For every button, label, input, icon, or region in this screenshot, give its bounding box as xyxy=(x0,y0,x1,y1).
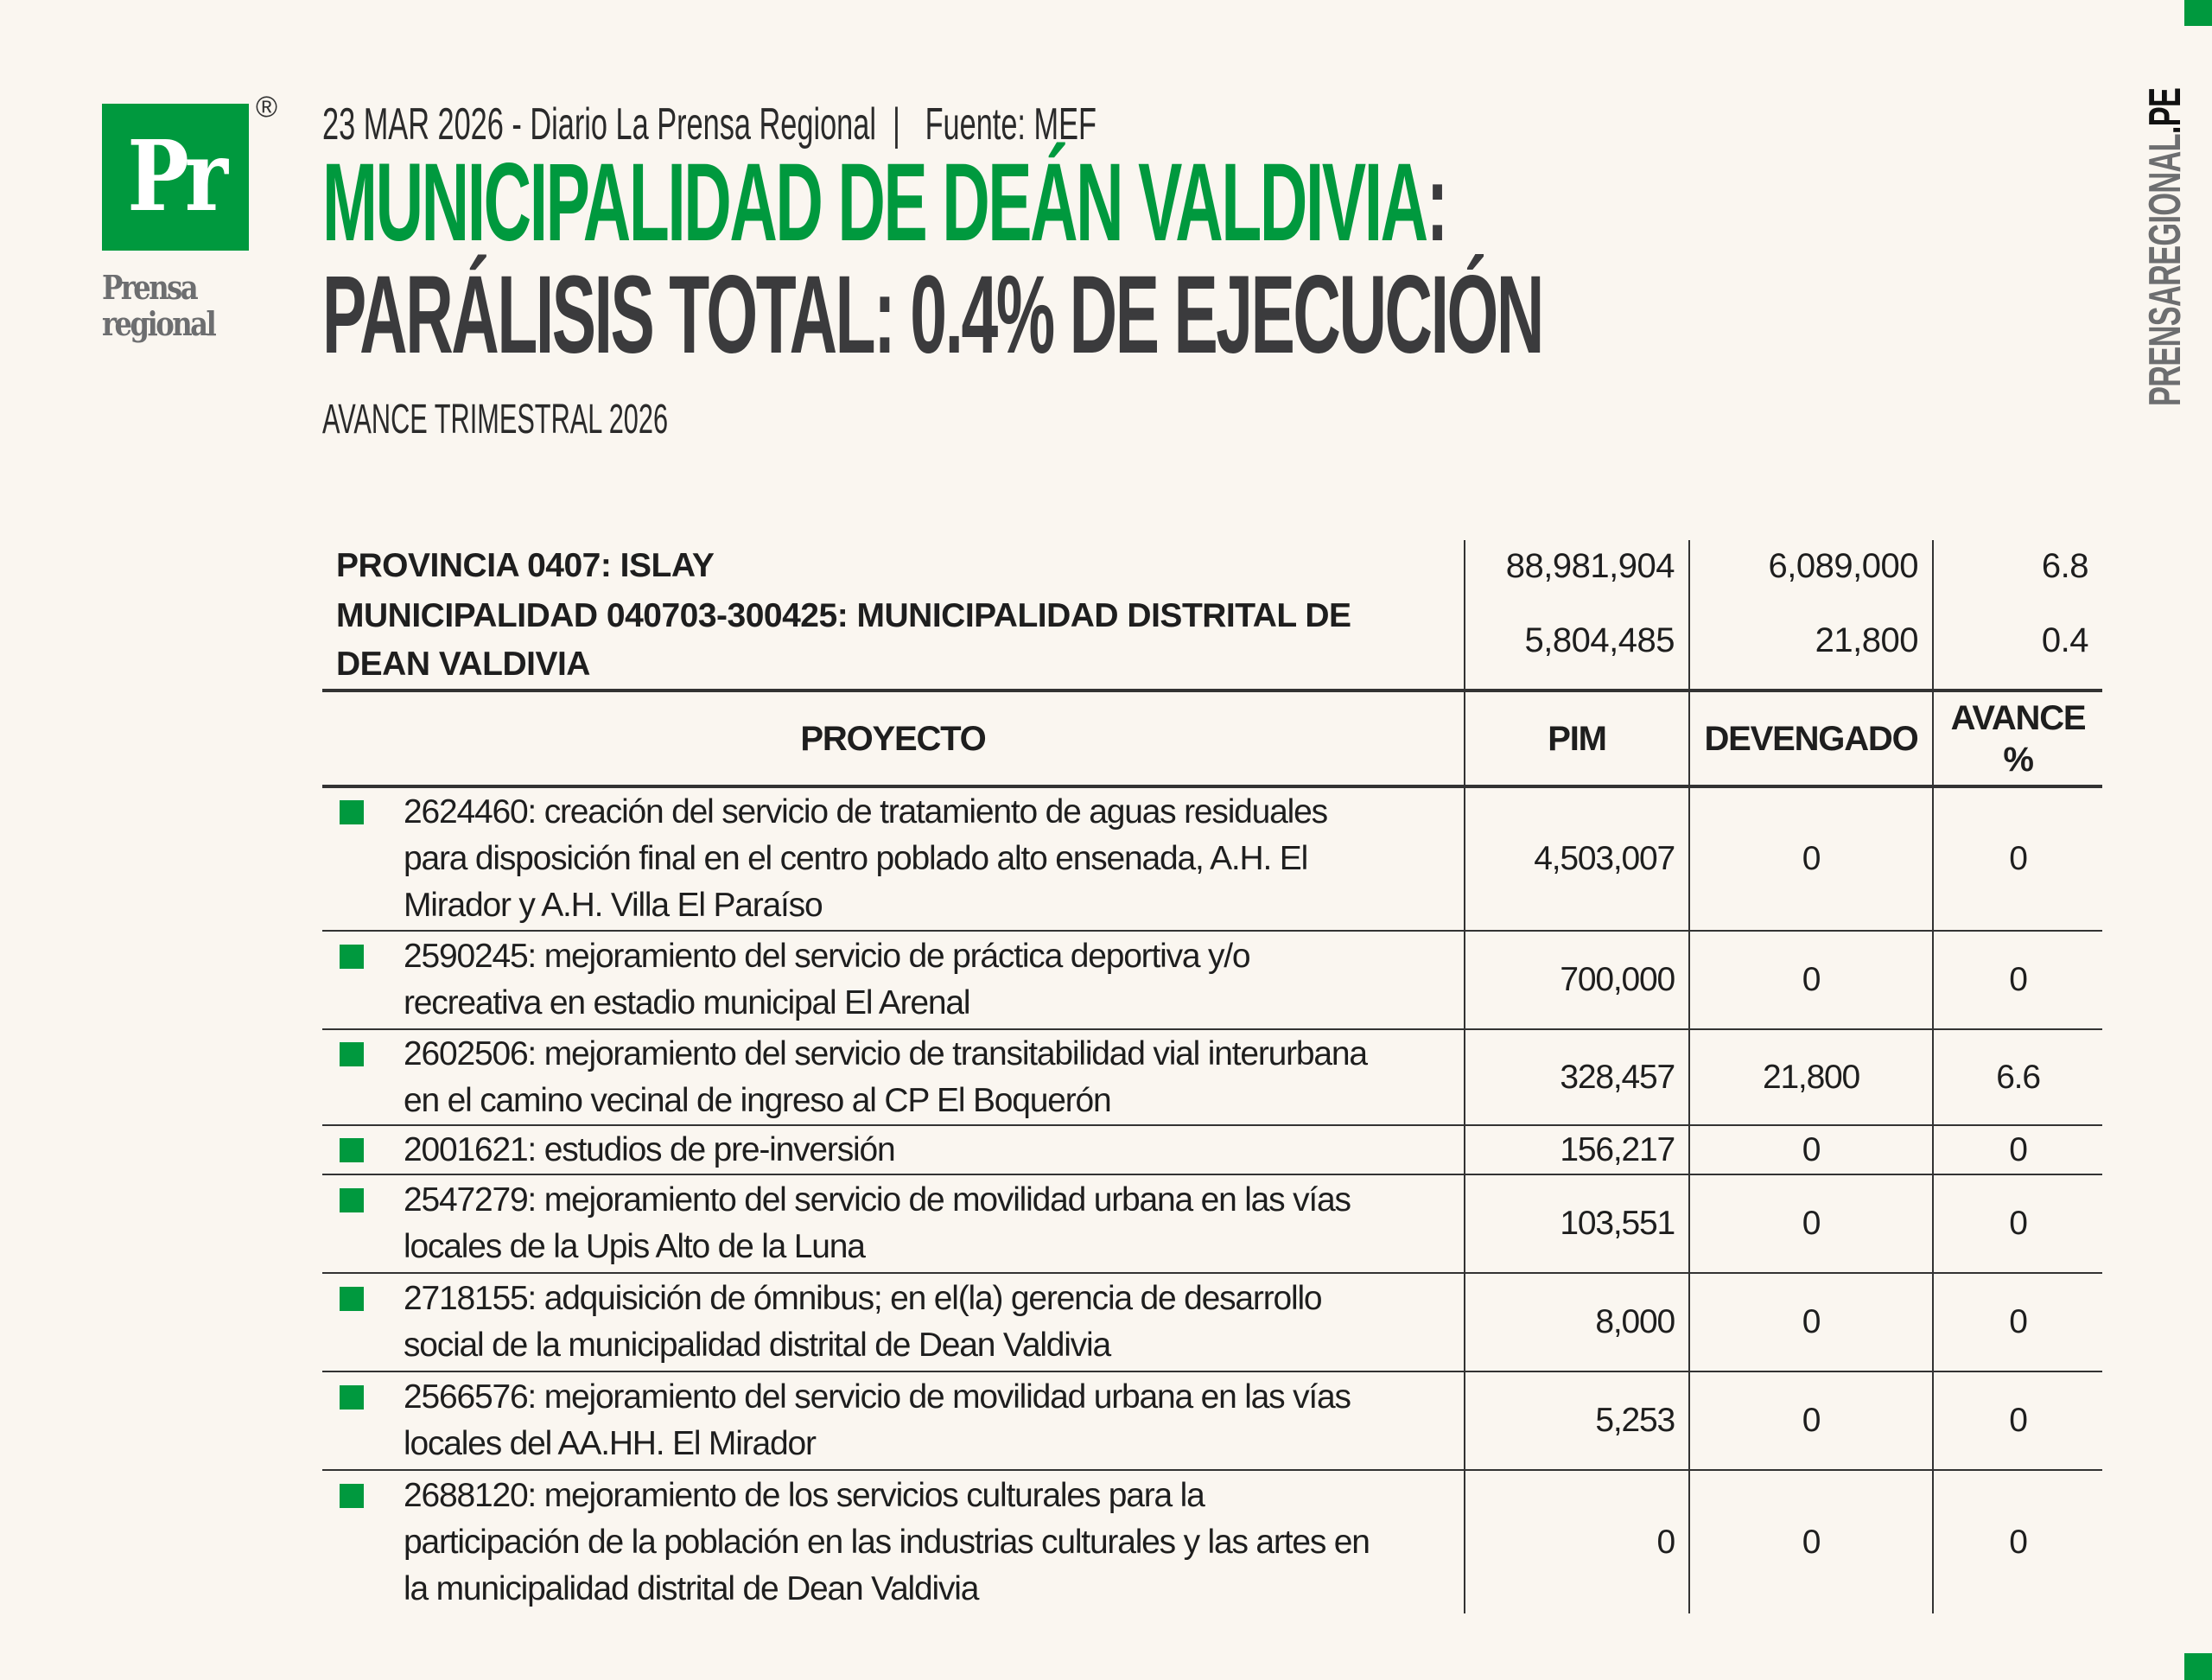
project-devengado: 21,800 xyxy=(1689,1029,1933,1125)
project-row xyxy=(322,1029,2102,1125)
column-header-pim: PIM xyxy=(1465,690,1689,786)
project-description-line: para disposición final en el centro poblado alto ensenada, A.H. El xyxy=(404,840,1308,877)
registered-mark: ® xyxy=(256,91,278,124)
project-avance: 0 xyxy=(1933,1371,2102,1470)
column-header-avance: AVANCE % xyxy=(1933,690,2102,786)
project-description-line: la municipalidad distrital de Dean Valdivia xyxy=(404,1569,979,1607)
project-row xyxy=(322,1125,2102,1174)
project-pim: 8,000 xyxy=(1465,1273,1689,1371)
green-bullet-icon xyxy=(340,1385,364,1410)
project-row xyxy=(322,931,2102,1029)
project-cell xyxy=(322,786,1465,931)
project-avance: 6.6 xyxy=(1933,1029,2102,1125)
summary-pim: 88,981,904 xyxy=(1465,540,1689,592)
green-bullet-icon xyxy=(340,1188,364,1212)
project-avance: 0 xyxy=(1933,1470,2102,1613)
headline-text-1: MUNICIPALIDAD DE DEÁN VALDIVIA xyxy=(322,141,1427,264)
project-avance: 0 xyxy=(1933,786,2102,931)
summary-row-provincia xyxy=(322,540,2102,592)
project-description-line: 2001621: estudios de pre-inversión xyxy=(404,1130,895,1168)
green-bullet-icon xyxy=(340,1287,364,1311)
project-pim: 0 xyxy=(1465,1470,1689,1613)
logo-word-regional: regional xyxy=(102,304,215,343)
column-header-row xyxy=(322,690,2102,786)
project-row xyxy=(322,1470,2102,1613)
project-row xyxy=(322,1371,2102,1470)
project-cell xyxy=(322,1470,1465,1613)
project-cell xyxy=(322,1273,1465,1371)
project-description-line: social de la municipalidad distrital de Dean Valdivia xyxy=(404,1327,1110,1364)
logo-wordmark xyxy=(102,270,214,342)
project-devengado: 0 xyxy=(1689,931,1933,1029)
project-cell xyxy=(322,931,1465,1029)
summary-devengado: 21,800 xyxy=(1689,592,1933,690)
summary-avance: 6.8 xyxy=(1933,540,2102,592)
dateline-text: 23 MAR 2026 - Diario La Prensa Regional | Fuente: MEF xyxy=(322,99,1096,150)
project-cell xyxy=(322,1029,1465,1125)
project-description-line: 2718155: adquisición de ómnibus; en el(la) gerencia de desarrollo xyxy=(404,1280,1322,1317)
project-pim: 5,253 xyxy=(1465,1371,1689,1470)
project-description-line: 2590245: mejoramiento del servicio de práctica deportiva y/o xyxy=(404,938,1250,975)
summary-row-municipalidad xyxy=(322,592,2102,690)
project-description-line: locales de la Upis Alto de la Luna xyxy=(404,1228,865,1265)
site-url-text: PRENSAREGIONAL xyxy=(2140,134,2190,407)
project-description-line: locales del AA.HH. El Mirador xyxy=(404,1425,816,1462)
project-pim: 4,503,007 xyxy=(1465,786,1689,931)
summary-pim: 5,804,485 xyxy=(1465,592,1689,690)
logo-word-prensa: Prensa xyxy=(102,268,197,307)
project-row xyxy=(322,786,2102,931)
headline-text-2: PARÁLISIS TOTAL: 0.4% DE EJECUCIÓN xyxy=(322,253,1542,377)
project-devengado: 0 xyxy=(1689,1125,1933,1174)
summary-devengado: 6,089,000 xyxy=(1689,540,1933,592)
green-bullet-icon xyxy=(340,800,364,824)
project-description xyxy=(404,1276,1321,1369)
project-row xyxy=(322,1174,2102,1273)
summary-label: MUNICIPALIDAD 040703-300425: MUNICIPALIDAD DISTRITAL DE DEAN VALDIVIA xyxy=(336,597,1351,683)
column-header-devengado: DEVENGADO xyxy=(1689,690,1933,786)
project-description-line: recreativa en estadio municipal El Arenal xyxy=(404,984,970,1021)
project-cell xyxy=(322,1371,1465,1470)
project-devengado: 0 xyxy=(1689,786,1933,931)
project-description-line: 2566576: mejoramiento del servicio de movilidad urbana en las vías xyxy=(404,1378,1351,1416)
green-bullet-icon xyxy=(340,945,364,969)
subtitle xyxy=(322,396,862,444)
project-description-line: participación de la población en las industrias culturales y las artes en xyxy=(404,1523,1370,1561)
logo xyxy=(102,104,249,251)
project-pim: 103,551 xyxy=(1465,1174,1689,1273)
project-description xyxy=(404,1031,1367,1124)
site-url-suffix: .PE xyxy=(2140,87,2190,135)
budget-table xyxy=(322,540,2102,1613)
project-description xyxy=(404,1177,1351,1270)
project-avance: 0 xyxy=(1933,931,2102,1029)
project-description-line: en el camino vecinal de ingreso al CP El Boquerón xyxy=(404,1081,1111,1119)
project-devengado: 0 xyxy=(1689,1371,1933,1470)
project-description xyxy=(404,933,1249,1027)
project-description-line: 2688120: mejoramiento de los servicios culturales para la xyxy=(404,1476,1205,1514)
project-devengado: 0 xyxy=(1689,1174,1933,1273)
project-devengado: 0 xyxy=(1689,1470,1933,1613)
project-pim: 328,457 xyxy=(1465,1029,1689,1125)
project-description-line: 2547279: mejoramiento del servicio de movilidad urbana en las vías xyxy=(404,1181,1351,1219)
project-pim: 700,000 xyxy=(1465,931,1689,1029)
summary-label: PROVINCIA 0407: ISLAY xyxy=(336,547,715,584)
project-description xyxy=(404,789,1327,929)
site-url-vertical xyxy=(2141,88,2190,406)
project-avance: 0 xyxy=(1933,1273,2102,1371)
project-devengado: 0 xyxy=(1689,1273,1933,1371)
column-header-proyecto: PROYECTO xyxy=(322,690,1465,786)
green-bullet-icon xyxy=(340,1484,364,1508)
corner-accent-top xyxy=(2184,0,2212,26)
project-avance: 0 xyxy=(1933,1125,2102,1174)
green-bullet-icon xyxy=(340,1042,364,1066)
summary-avance: 0.4 xyxy=(1933,592,2102,690)
project-description-line: 2624460: creación del servicio de tratamiento de aguas residuales xyxy=(404,793,1327,830)
project-avance: 0 xyxy=(1933,1174,2102,1273)
subtitle-text: AVANCE TRIMESTRAL 2026 xyxy=(322,397,669,442)
project-description-line: 2602506: mejoramiento del servicio de transitabilidad vial interurbana xyxy=(404,1034,1367,1072)
project-row xyxy=(322,1273,2102,1371)
headline-line-1 xyxy=(322,141,2196,264)
project-description xyxy=(404,1473,1370,1613)
project-pim: 156,217 xyxy=(1465,1125,1689,1174)
project-cell xyxy=(322,1174,1465,1273)
headline-colon: : xyxy=(1426,141,1446,264)
project-description-line: Mirador y A.H. Villa El Paraíso xyxy=(404,887,823,924)
headline-line-2 xyxy=(322,253,2212,377)
project-description xyxy=(404,1374,1351,1467)
project-cell xyxy=(322,1125,1465,1174)
logo-letters: Pr xyxy=(127,120,224,233)
green-bullet-icon xyxy=(340,1138,364,1162)
corner-accent-bottom xyxy=(2184,1653,2212,1680)
project-description xyxy=(404,1127,894,1174)
